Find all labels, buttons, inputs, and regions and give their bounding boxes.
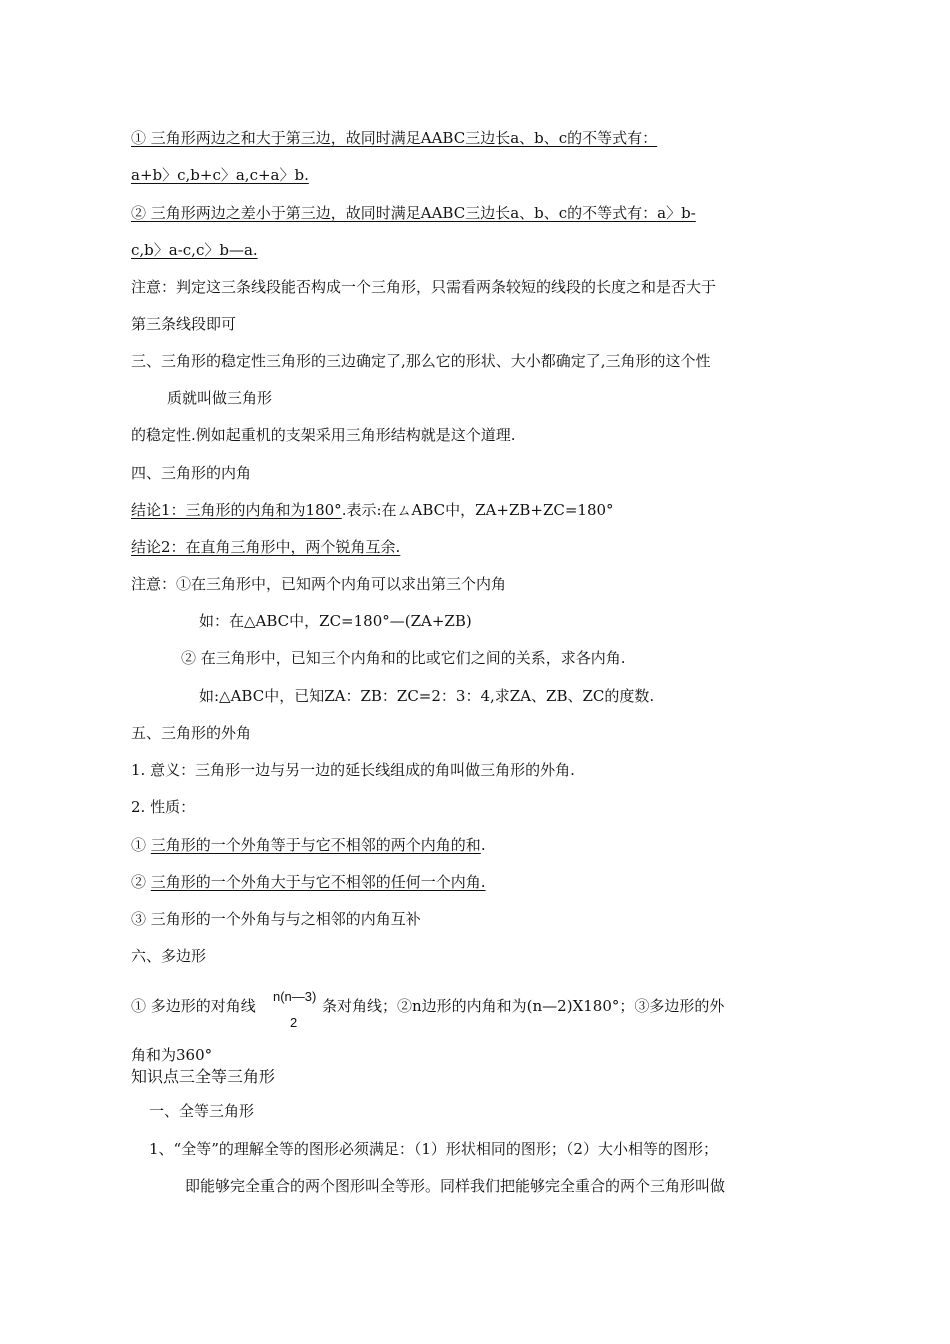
knowledge-point-title: 知识点三全等三角形 — [131, 1069, 276, 1086]
formula-rest: 条对角线；②n边形的内角和为(n—2)X180°；③多边形的外 — [322, 997, 725, 1015]
property-3: ③ 三角形的一个外角与与之相邻的内角互补 — [131, 910, 421, 928]
text-line: 2. 性质： — [131, 798, 196, 816]
property-text: 三角形的一个外角等于与它不相邻的两个内角的和 — [150, 836, 481, 854]
property-marker: ② — [131, 873, 147, 891]
example-line: 如:△ABC中，已知ZA：ZB：ZC=2：3：4,求ZA、ZB、ZC的度数. — [199, 687, 655, 705]
text-line: a+b〉c,b+c〉a,c+a〉b. — [131, 166, 309, 184]
section-heading: 五、三角形的外角 — [131, 724, 252, 742]
conclusion-1: 结论1：三角形的内角和为180° — [131, 501, 342, 519]
fraction-denominator: 2 — [290, 1015, 298, 1030]
text-line: c,b〉a-c,c〉b—a. — [131, 241, 258, 259]
polygon-formula-line — [131, 996, 256, 1016]
text-line: 1、“全等”的理解全等的图形必须满足：（1）形状相同的图形；（2）大小相等的图形； — [149, 1140, 718, 1158]
section-heading: 六、多边形 — [131, 947, 207, 965]
text-line: 质就叫做三角形 — [167, 389, 273, 407]
conclusion-1-expression: .表示:在ㄙABC中，ZA+ZB+ZC=180° — [341, 501, 614, 519]
section-heading: 一、全等三角形 — [149, 1102, 255, 1120]
section-heading: 三、三角形的稳定性三角形的三边确定了,那么它的形状、大小都确定了,三角形的这个性 — [131, 352, 711, 370]
section-heading: 四、三角形的内角 — [131, 464, 252, 482]
text-line: 注意：①在三角形中，已知两个内角可以求出第三个内角 — [131, 575, 507, 593]
text-line: ① 三角形两边之和大于第三边，故同时满足AABC三边长a、b、c的不等式有： — [131, 129, 658, 147]
text-line: 第三条线段即可 — [131, 315, 237, 333]
text-line: 角和为360° — [131, 1046, 213, 1064]
text-line: 注意：判定这三条线段能否构成一个三角形，只需看两条较短的线段的长度之和是否大于 — [131, 278, 717, 296]
formula-lead: ① 多边形的对角线 — [131, 997, 256, 1015]
conclusion-line — [131, 500, 614, 520]
conclusion-2: 结论2：在直角三角形中，两个锐角互余. — [131, 538, 401, 556]
property-punct: . — [480, 836, 486, 854]
text-line: 的稳定性.例如起重机的支架采用三角形结构就是这个道理. — [131, 426, 516, 444]
property-text: 三角形的一个外角大于与它不相邻的任何一个内角. — [150, 873, 486, 891]
text-line: ② 三角形两边之差小于第三边，故同时满足AABC三边长a、b、c的不等式有：a〉b- — [131, 204, 696, 222]
fraction-numerator: n(n—3) — [273, 989, 317, 1004]
text-line: 即能够完全重合的两个图形叫全等形。同样我们把能够完全重合的两个三角形叫做 — [185, 1177, 726, 1195]
text-line: ② 在三角形中，已知三个内角和的比或它们之间的关系，求各内角. — [181, 649, 626, 667]
example-line: 如：在△ABC中，ZC=180°—(ZA+ZB) — [199, 612, 472, 630]
property-1 — [131, 835, 486, 855]
text-line: 1. 意义：三角形一边与另一边的延长线组成的角叫做三角形的外角. — [131, 761, 575, 779]
property-marker: ① — [131, 836, 147, 854]
property-2 — [131, 872, 486, 892]
